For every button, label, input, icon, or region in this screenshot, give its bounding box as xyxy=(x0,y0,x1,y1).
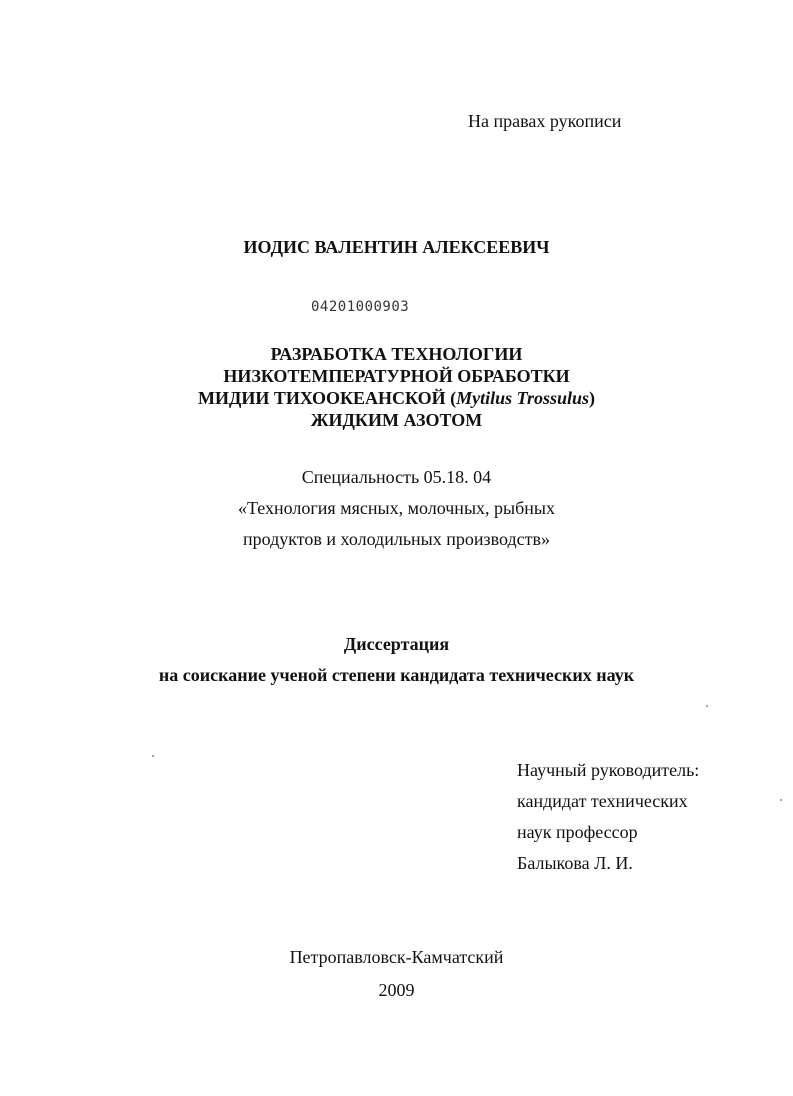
supervisor-degree: кандидат технических xyxy=(517,791,688,811)
supervisor-label: Научный руководитель: xyxy=(517,760,700,780)
specialty-code: Специальность 05.18. 04 xyxy=(301,467,492,487)
specialty-name-line-2: продуктов и холодильных производств» xyxy=(242,529,551,549)
degree-subheading: на соискание ученой степени кандидата технических наук xyxy=(158,665,635,685)
supervisor-title: наук профессор xyxy=(517,822,638,842)
title-line-2: НИЗКОТЕМПЕРАТУРНОЙ ОБРАБОТКИ xyxy=(223,366,570,386)
scan-speck xyxy=(706,705,708,707)
supervisor-name: Балыкова Л. И. xyxy=(517,853,633,873)
scan-speck xyxy=(152,755,154,757)
title-line-3 xyxy=(0,387,793,409)
author-name: ИОДИС ВАЛЕНТИН АЛЕКСЕЕВИЧ xyxy=(243,237,550,257)
document-type-heading: Диссертация xyxy=(343,634,450,654)
scan-speck xyxy=(780,799,782,801)
title-line-4: ЖИДКИМ АЗОТОМ xyxy=(310,410,483,430)
rights-notice: На правах рукописи xyxy=(468,111,622,131)
title-line-3-prefix: МИДИИ ТИХООКЕАНСКОЙ ( xyxy=(197,388,457,408)
year: 2009 xyxy=(378,980,415,1000)
title-line-1: РАЗРАБОТКА ТЕХНОЛОГИИ xyxy=(270,344,523,364)
library-stamp-number: 04201000903 xyxy=(311,299,410,315)
species-latin-name: Mytilus Trossulus xyxy=(456,388,590,408)
specialty-name-line-1: «Технология мясных, молочных, рыбных xyxy=(237,498,556,518)
city: Петропавловск-Камчатский xyxy=(289,947,504,967)
dissertation-title xyxy=(0,343,793,431)
title-line-3-suffix: ) xyxy=(589,388,596,408)
